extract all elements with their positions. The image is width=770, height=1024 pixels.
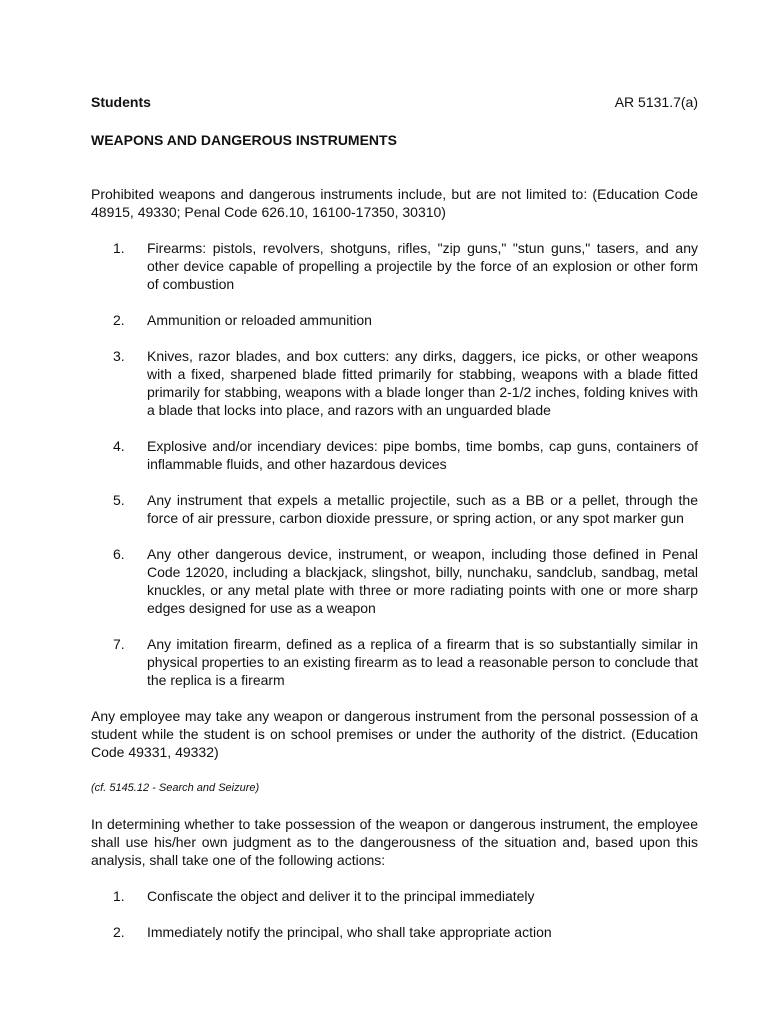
item-text: Firearms: pistols, revolvers, shotguns, rifles, "zip guns," "stun guns," tasers, and any other device capable of propelling a projectile by the force of an explosion or other form of combustion (147, 240, 698, 292)
section-label: Students (91, 94, 151, 110)
employee-paragraph: Any employee may take any weapon or dangerous instrument from the personal possession of a student while the student is on school premises or under the authority of the district. (Education Code 49331, 49332) (91, 708, 698, 760)
list-item (91, 635, 698, 689)
list-item (91, 545, 698, 617)
item-text: Any imitation firearm, defined as a replica of a firearm that is so substantially similar in physical properties to an existing firearm as to lead a reasonable person to conclude that the replica is a firearm (147, 636, 698, 688)
item-text: Any other dangerous device, instrument, or weapon, including those defined in Penal Code 12020, including a blackjack, slingshot, billy, nunchaku, sandclub, sandbag, metal knuckles, or any metal plate with three or more radiating points with one or more sharp edges designed for use as a weapon (147, 546, 698, 616)
list-item (91, 491, 698, 527)
list-item (91, 437, 698, 473)
item-number: 3. (113, 348, 125, 364)
item-text: Knives, razor blades, and box cutters: any dirks, daggers, ice picks, or other weapons with a fixed, sharpened blade fitted primarily for stabbing, weapons with a blade fitted primarily for stabbing, weapons with a blade longer than 2-1/2 inches, folding knives with a blade that locks into place, and razors with an unguarded blade (147, 348, 698, 418)
weapons-list (91, 239, 698, 689)
list-item (91, 923, 698, 941)
intro-paragraph: Prohibited weapons and dangerous instruments include, but are not limited to: (Education Code 48915, 49330; Penal Code 626.10, 16100-17350, 30310) (91, 186, 698, 220)
item-number: 1. (113, 888, 125, 904)
list-item (91, 239, 698, 293)
list-item (91, 311, 698, 329)
item-number: 2. (113, 924, 125, 940)
list-item (91, 887, 698, 905)
item-text: Explosive and/or incendiary devices: pipe bombs, time bombs, cap guns, containers of inflammable fluids, and other hazardous devices (147, 438, 698, 472)
page-header (91, 93, 698, 111)
item-number: 7. (113, 636, 125, 652)
list-item (91, 347, 698, 419)
determination-paragraph: In determining whether to take possession of the weapon or dangerous instrument, the employee shall use his/her own judgment as to the dangerousness of the situation and, based upon this analysis, shall take one of the following actions: (91, 816, 698, 868)
regulation-code: AR 5131.7(a) (614, 94, 698, 110)
cross-reference: (cf. 5145.12 - Search and Seizure) (91, 782, 260, 794)
item-number: 2. (113, 312, 125, 328)
item-text: Any instrument that expels a metallic projectile, such as a BB or a pellet, through the force of air pressure, carbon dioxide pressure, or spring action, or any spot marker gun (147, 492, 698, 526)
item-text: Confiscate the object and deliver it to the principal immediately (147, 888, 535, 904)
item-number: 1. (113, 240, 125, 256)
item-text: Ammunition or reloaded ammunition (147, 312, 372, 328)
item-number: 4. (113, 438, 125, 454)
item-text: Immediately notify the principal, who shall take appropriate action (147, 924, 552, 940)
document-page (91, 93, 698, 941)
item-number: 5. (113, 492, 125, 508)
actions-list (91, 887, 698, 941)
item-number: 6. (113, 546, 125, 562)
page-title: WEAPONS AND DANGEROUS INSTRUMENTS (91, 132, 397, 148)
